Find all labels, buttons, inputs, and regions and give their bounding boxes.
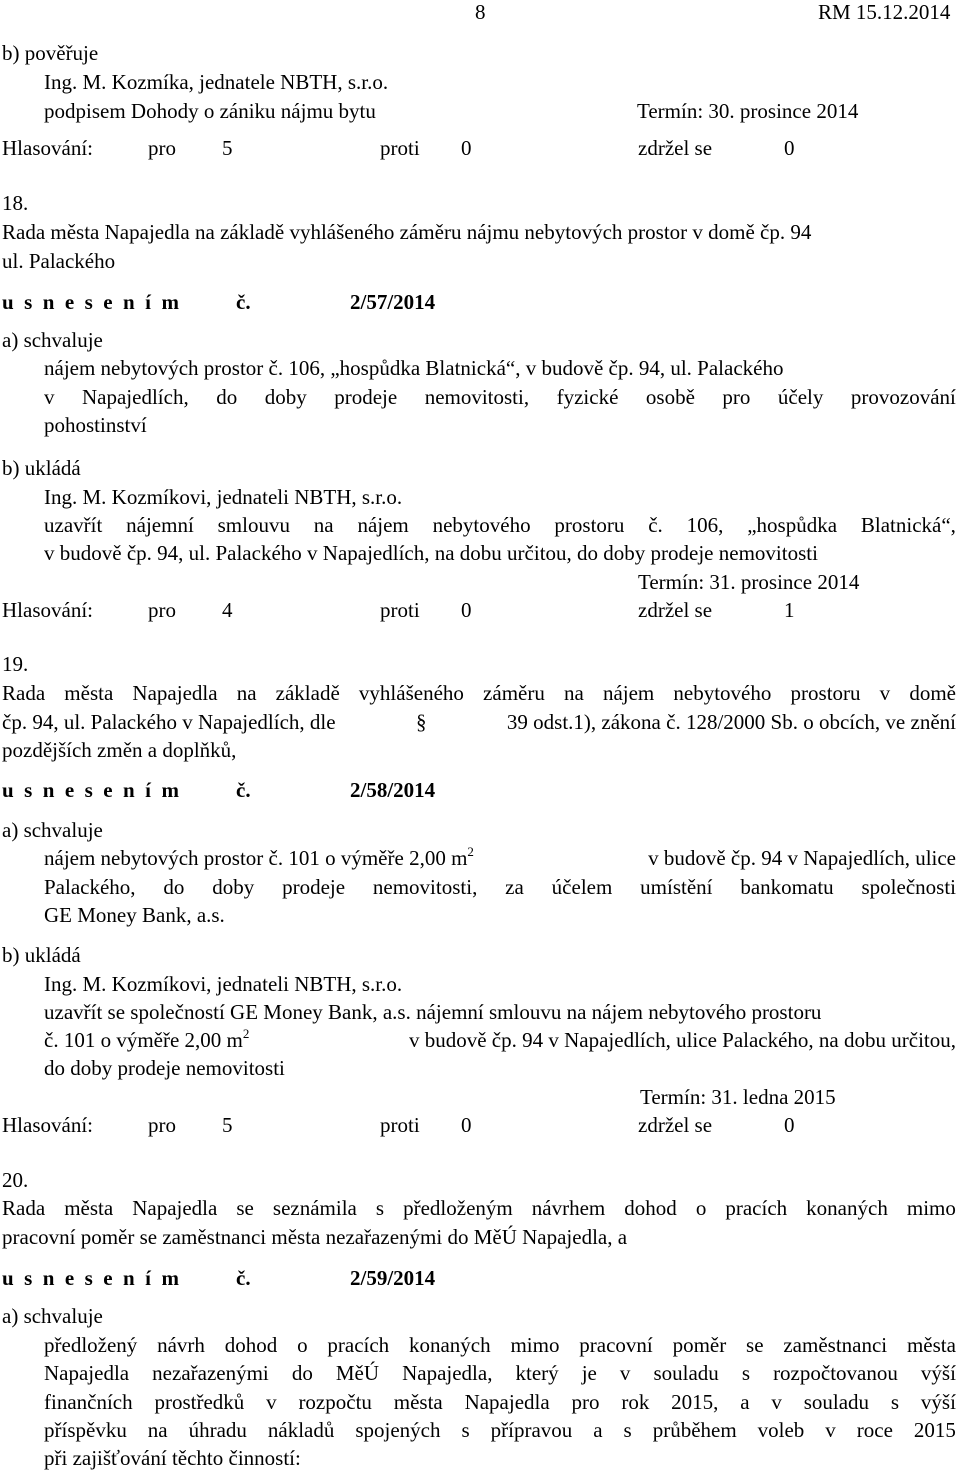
word: v: [266, 1390, 277, 1414]
word: Rada: [2, 681, 46, 705]
word: provozování: [850, 385, 956, 409]
word: přípravou: [490, 1418, 573, 1442]
b-text-fragment: v budově čp. 94 v Napajedlích, ulice Palackého, na dobu určitou,: [408, 1028, 956, 1052]
vote-label: Hlasování:: [2, 1113, 93, 1137]
a-text-line: GE Money Bank, a.s.: [44, 903, 225, 927]
vote-proti-value: 0: [461, 1113, 472, 1137]
word: pro: [571, 1390, 600, 1414]
vote-zdrzel-value: 0: [784, 136, 795, 160]
word: „hospůdka: [747, 513, 838, 537]
a-text-line-area: [44, 844, 956, 870]
word: výší: [920, 1390, 956, 1414]
intro-line-part: 39 odst.1), zákona č. 128/2000 Sb. o obcích, ve znění: [506, 710, 956, 734]
resolution-number: 2/58/2014: [350, 778, 436, 802]
b-person: Ing. M. Kozmíkovi, jednateli NBTH, s.r.o.: [44, 485, 403, 509]
intro-line-justified: [2, 1198, 956, 1219]
word: v: [619, 1361, 631, 1385]
vote-zdrzel-label: zdržel se: [638, 136, 713, 160]
word: a: [740, 1390, 750, 1414]
b-text-line: uzavřít se společností GE Money Bank, a.s. nájemní smlouvu na nájem nebytového prostoru: [44, 1000, 822, 1024]
deadline: Termín: 31. prosince 2014: [638, 570, 860, 594]
word: prodeje: [282, 875, 346, 899]
b-text-fragment: č. 101 o výměře 2,00 m: [44, 1028, 243, 1052]
word: Napajedla: [464, 1390, 550, 1414]
word: nákladů: [267, 1418, 335, 1442]
word: s: [623, 1418, 632, 1442]
word: dohod: [624, 1196, 677, 1220]
word: s: [890, 1390, 900, 1414]
item-number: 19.: [2, 652, 29, 676]
word: souladu: [803, 1390, 870, 1414]
word: na: [563, 681, 584, 705]
word: základě: [275, 681, 340, 705]
a-text-line-justified: [44, 1420, 956, 1441]
resolution-c: č.: [236, 778, 251, 802]
word: záměru: [483, 681, 545, 705]
word: dohod: [224, 1333, 278, 1357]
a-text-line: nájem nebytových prostor č. 106, „hospůdka Blatnická“, v budově čp. 94, ul. Palackého: [44, 356, 784, 380]
vote-pro-label: pro: [148, 598, 176, 622]
vote-zdrzel-label: zdržel se: [638, 1113, 713, 1137]
word: Palackého,: [44, 875, 136, 899]
word: Blatnická“,: [860, 513, 956, 537]
word: Napajedlích,: [82, 385, 189, 409]
b-label: b) pověřuje: [2, 41, 99, 65]
word: č.: [648, 513, 663, 537]
resolution-number: 2/59/2014: [350, 1266, 436, 1290]
a-label: a) schvaluje: [2, 818, 103, 842]
intro-line: Rada města Napajedla na základě vyhlášeného záměru nájmu nebytových prostor v domě čp. 94: [2, 220, 812, 244]
section-sign-icon: §: [415, 710, 427, 734]
word: Napajedla: [132, 681, 218, 705]
word: je: [581, 1361, 597, 1385]
word: 106,: [686, 513, 724, 537]
a-text-line: při zajišťování těchto činností:: [44, 1446, 301, 1470]
word: mimo: [510, 1333, 560, 1357]
word: o: [297, 1333, 308, 1357]
word: průběhem: [652, 1418, 737, 1442]
word: zaměstnanci: [783, 1333, 888, 1357]
item-number: 20.: [2, 1168, 29, 1192]
word: pracovní: [579, 1333, 653, 1357]
deadline: Termín: 30. prosince 2014: [637, 99, 859, 123]
vote-pro-value: 4: [222, 598, 233, 622]
word: prostoru: [790, 681, 861, 705]
word: konaných: [408, 1333, 491, 1357]
a-text-part: [44, 844, 474, 870]
a-text-line-justified: [44, 1363, 956, 1384]
superscript: 2: [467, 844, 474, 859]
word: na: [147, 1418, 168, 1442]
word: předložený: [44, 1333, 138, 1357]
word: poměr: [672, 1333, 727, 1357]
a-text-line-justified: [44, 877, 956, 898]
vote-label: Hlasování:: [2, 136, 93, 160]
a-label: a) schvaluje: [2, 1304, 103, 1328]
superscript: 2: [242, 1026, 250, 1041]
word: nemovitosti,: [372, 875, 478, 899]
resolution-number: 2/57/2014: [350, 290, 436, 314]
word: nájem: [602, 681, 655, 705]
b-label: b) ukládá: [2, 943, 81, 967]
word: mimo: [906, 1196, 956, 1220]
word: Napajedla: [132, 1196, 218, 1220]
intro-line-legal: [2, 712, 956, 733]
document-reference: RM 15.12.2014: [818, 0, 951, 24]
vote-pro-value: 5: [222, 1113, 233, 1137]
vote-proti-value: 0: [461, 136, 472, 160]
vote-proti-label: proti: [380, 136, 420, 160]
word: města: [393, 1390, 443, 1414]
word: souladu: [653, 1361, 719, 1385]
word: nebytového: [673, 681, 772, 705]
b-text-line-area: [44, 1026, 956, 1052]
word: pracích: [725, 1196, 788, 1220]
vote-pro-label: pro: [148, 136, 176, 160]
word: se: [746, 1333, 764, 1357]
intro-line-part: čp. 94, ul. Palackého v Napajedlích, dle: [2, 710, 336, 734]
page-number: 8: [475, 0, 486, 24]
word: Napajedla: [44, 1361, 130, 1385]
word: s: [741, 1361, 751, 1385]
a-text-line: pohostinství: [44, 413, 147, 437]
word: s: [375, 1196, 385, 1220]
word: finančních: [44, 1390, 133, 1414]
word: o: [695, 1196, 707, 1220]
intro-line: ul. Palackého: [2, 249, 116, 273]
resolution-c: č.: [236, 1266, 251, 1290]
b-person: Ing. M. Kozmíkovi, jednateli NBTH, s.r.o.: [44, 972, 403, 996]
resolution-c: č.: [236, 290, 251, 314]
word: v: [771, 1390, 782, 1414]
intro-line-justified: [2, 683, 956, 704]
vote-zdrzel-value: 0: [784, 1113, 795, 1137]
word: a: [593, 1418, 603, 1442]
intro-line: pozdějších změn a doplňků,: [2, 738, 237, 762]
word: prostoru: [554, 513, 625, 537]
word: Rada: [2, 1196, 46, 1220]
word: který: [515, 1361, 559, 1385]
intro-line: pracovní poměr se zaměstnanci města nezařazenými do MěÚ Napajedla, a: [2, 1225, 628, 1249]
deadline: Termín: 31. ledna 2015: [640, 1085, 836, 1109]
word: prostředků: [154, 1390, 245, 1414]
vote-proti-label: proti: [380, 598, 420, 622]
word: nezařazenými: [152, 1361, 269, 1385]
a-label: a) schvaluje: [2, 328, 103, 352]
word: města: [64, 1196, 114, 1220]
word: se: [236, 1196, 254, 1220]
word: 2015: [913, 1418, 956, 1442]
a-text-line-justified: [44, 387, 956, 408]
word: 2015,: [671, 1390, 719, 1414]
word: v: [825, 1418, 836, 1442]
word: seznámila: [272, 1196, 357, 1220]
word: MěÚ: [335, 1361, 380, 1385]
vote-label: Hlasování:: [2, 598, 93, 622]
word: spojených: [355, 1418, 441, 1442]
word: rozpočtovanou: [773, 1361, 898, 1385]
word: města: [64, 681, 114, 705]
word: vyhlášeného: [358, 681, 464, 705]
word: účelem: [551, 875, 613, 899]
b-text-line-justified: [44, 515, 956, 536]
vote-proti-label: proti: [380, 1113, 420, 1137]
word: prodeje: [334, 385, 398, 409]
word: uzavřít: [44, 513, 103, 537]
word: účely: [777, 385, 824, 409]
a-text-line-justified: [44, 1335, 956, 1356]
word: nájemní: [126, 513, 194, 537]
resolution-label: u s n e s e n í m: [2, 290, 182, 314]
item-number: 18.: [2, 191, 29, 215]
word: výší: [920, 1361, 956, 1385]
word: doby: [212, 875, 255, 899]
word: do: [163, 875, 185, 899]
word: konaných: [806, 1196, 888, 1220]
vote-zdrzel-value: 1: [784, 598, 795, 622]
a-text-fragment: v budově čp. 94 v Napajedlích, ulice: [648, 846, 956, 870]
a-text-line-justified: [44, 1392, 956, 1413]
word: bankomatu: [740, 875, 834, 899]
word: s: [461, 1418, 470, 1442]
word: příspěvku: [44, 1418, 127, 1442]
b-text-part: [44, 1026, 250, 1052]
word: do: [291, 1361, 313, 1385]
vote-pro-label: pro: [148, 1113, 176, 1137]
word: předloženým: [403, 1196, 513, 1220]
vote-zdrzel-label: zdržel se: [638, 598, 713, 622]
b-text-line: v budově čp. 94, ul. Palackého v Napajedlích, na dobu určitou, do doby prodeje nemovitosti: [44, 541, 818, 565]
resolution-label: u s n e s e n í m: [2, 1266, 182, 1290]
word: domě: [909, 681, 956, 705]
resolution-label: u s n e s e n í m: [2, 778, 182, 802]
word: na: [313, 513, 334, 537]
word: společnosti: [861, 875, 956, 899]
word: pracích: [327, 1333, 390, 1357]
word: města: [906, 1333, 956, 1357]
word: návrh: [157, 1333, 205, 1357]
word: smlouvu: [217, 513, 290, 537]
word: doby: [264, 385, 307, 409]
word: nemovitosti,: [424, 385, 530, 409]
word: na: [236, 681, 257, 705]
word: pro: [722, 385, 751, 409]
word: osobě: [645, 385, 695, 409]
word: v: [879, 681, 891, 705]
word: roce: [856, 1418, 893, 1442]
word: Napajedla,: [402, 1361, 493, 1385]
word: voleb: [757, 1418, 805, 1442]
vote-pro-value: 5: [222, 136, 233, 160]
word: nebytového: [432, 513, 531, 537]
word: do: [216, 385, 238, 409]
b-text-line: do doby prodeje nemovitosti: [44, 1056, 285, 1080]
word: fyzické: [556, 385, 619, 409]
b-text: podpisem Dohody o zániku nájmu bytu: [44, 99, 376, 123]
word: v: [44, 385, 55, 409]
word: rok: [621, 1390, 650, 1414]
vote-proti-value: 0: [461, 598, 472, 622]
b-label: b) ukládá: [2, 456, 81, 480]
a-text-fragment: nájem nebytových prostor č. 101 o výměře 2,00 m: [44, 846, 468, 870]
b-person: Ing. M. Kozmíka, jednatele NBTH, s.r.o.: [44, 70, 389, 94]
word: rozpočtu: [298, 1390, 372, 1414]
word: umístění: [640, 875, 713, 899]
word: za: [505, 875, 524, 899]
word: úhradu: [188, 1418, 247, 1442]
word: návrhem: [531, 1196, 606, 1220]
word: nájem: [357, 513, 409, 537]
